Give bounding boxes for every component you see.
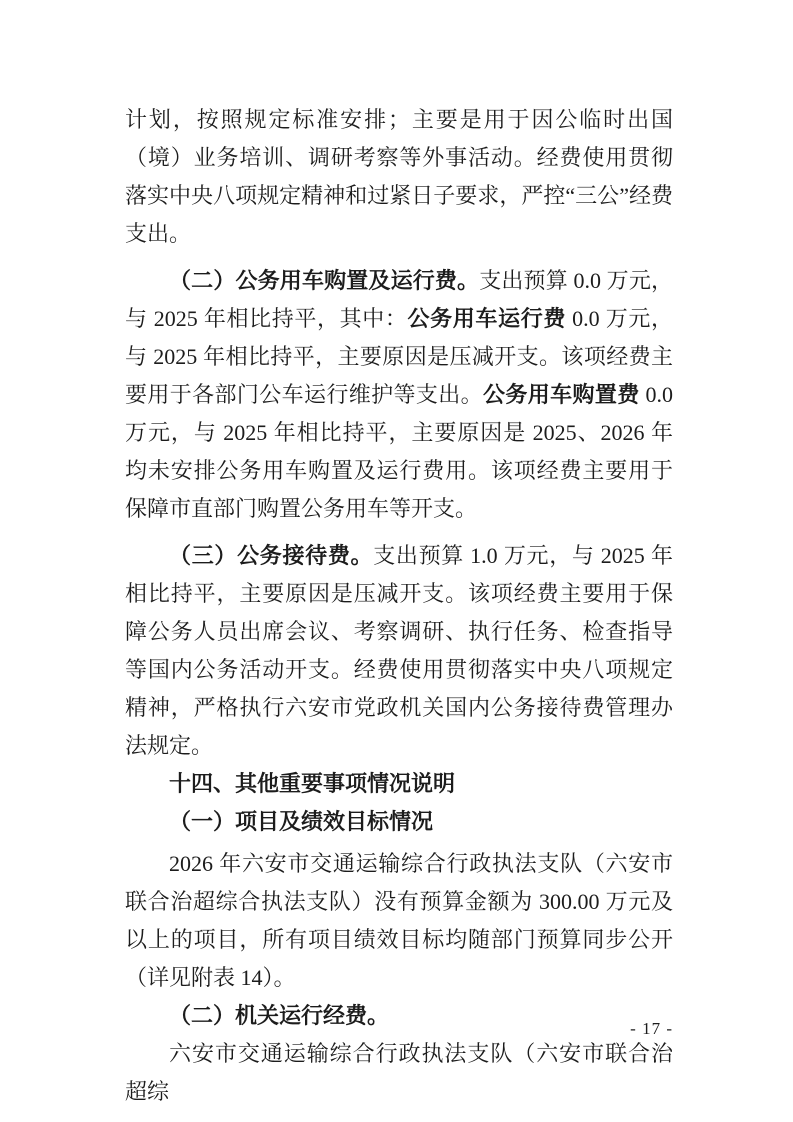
- bold-vehicle-purchase-fee: 公务用车购置费: [482, 382, 640, 407]
- bold-lead-reception-fee: （三）公务接待费。: [169, 543, 374, 568]
- heading-section-14-1: （一）项目及绩效目标情况: [169, 809, 434, 834]
- heading-section-14-2: （二）机关运行经费。: [169, 1003, 390, 1028]
- paragraph-project-performance: 2026 年六安市交通运输综合行政执法支队（六安市联合治超综合执法支队）没有预算金额为 300.00 万元及以上的项目，所有项目绩效目标均随部门预算同步公开（详见附表 14）。: [125, 851, 673, 990]
- bold-vehicle-operating-fee: 公务用车运行费: [407, 306, 566, 331]
- text-run: 0.0 万元，与 2025 年相比持平，主要原因是压减开支。该项经费主要用于各部门公车运行维护等支出。: [125, 306, 673, 407]
- text-run: 支出预算 0.0 万元，与 2025 年相比持平，其中：: [125, 268, 673, 331]
- text-run: 0.0 万元，与 2025 年相比持平，主要原因是 2025、2026 年均未安排公务用车购置及运行费用。该项经费主要用于保障市直部门购置公务用车等开支。: [125, 382, 673, 521]
- paragraph-overseas-expense-continuation: 计划，按照规定标准安排；主要是用于因公临时出国（境）业务培训、调研考察等外事活动。经费使用贯彻落实中央八项规定精神和过紧日子要求，严控“三公”经费支出。: [125, 107, 673, 246]
- heading-section-14: 十四、其他重要事项情况说明: [169, 771, 456, 796]
- bold-lead-vehicle-fees: （二）公务用车购置及运行费。: [169, 268, 480, 293]
- text-run: 支出预算 1.0 万元，与 2025 年相比持平，主要原因是压减开支。该项经费主要用于保障公务人员出席会议、考察调研、执行任务、检查指导等国内公务活动开支。经费使用贯彻落实中央八项规定精神，严格执行六安市党政机关国内公务接待费管理办法规定。: [125, 543, 673, 758]
- paragraph-vehicle-purchase-operation: [125, 262, 673, 528]
- page-number: - 17 -: [630, 1019, 673, 1038]
- paragraph-official-reception: [125, 537, 673, 765]
- document-body: [125, 101, 673, 1111]
- paragraph-agency-operating-continuation: 六安市交通运输综合行政执法支队（六安市联合治超综: [125, 1041, 673, 1104]
